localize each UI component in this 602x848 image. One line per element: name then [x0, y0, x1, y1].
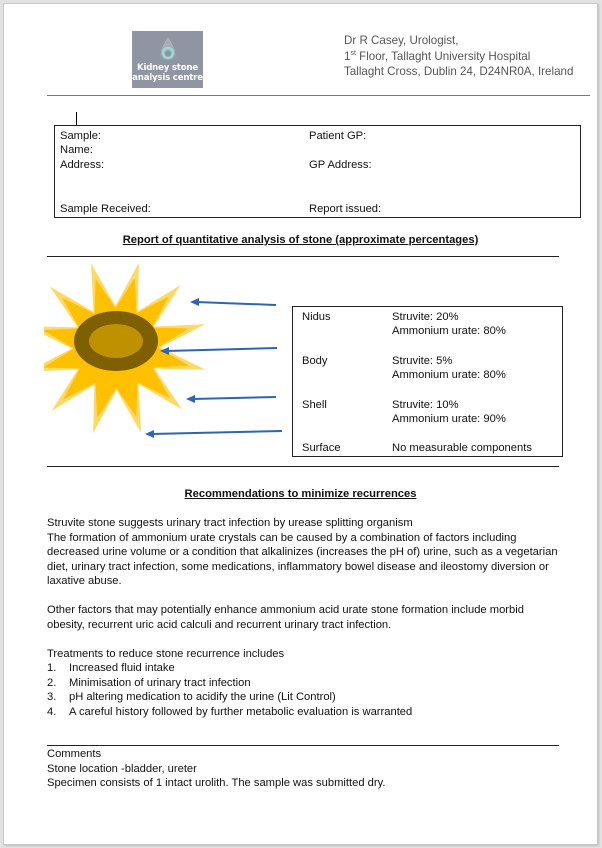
name-label: Name: [60, 144, 93, 156]
arrow-shell [192, 397, 276, 399]
logo-line-2: analysis centre [132, 72, 203, 83]
treatment-item: 2. Minimisation of urinary tract infection [47, 676, 251, 689]
water-drop-icon [159, 36, 177, 62]
layer-name-surface: Surface [302, 442, 341, 454]
layer-shell-line1: Struvite: 10% [392, 399, 459, 411]
text-cursor [76, 112, 77, 126]
treatments-list [47, 661, 412, 719]
layer-name-nidus: Nidus [302, 311, 331, 323]
recommendations-title: Recommendations to minimize recurrences [184, 488, 417, 500]
header-divider [47, 95, 590, 96]
address-label: Address: [60, 159, 105, 171]
report-bottom-divider [47, 466, 559, 467]
stone-nidus [89, 324, 143, 358]
arrow-surface [151, 431, 282, 434]
clinic-address [344, 33, 573, 80]
arrow-nidus-head [190, 298, 199, 306]
patient-info-box [54, 125, 581, 218]
layer-body-line1: Struvite: 5% [392, 355, 453, 367]
treatments-intro: Treatments to reduce stone recurrence includes [47, 648, 285, 660]
comments-divider [47, 745, 559, 746]
patient-gp-label: Patient GP: [309, 130, 367, 142]
kidney-stone-centre-logo [132, 31, 203, 88]
treatment-item: 4. A careful history followed by further metabolic evaluation is warranted [47, 705, 413, 718]
arrow-surface-head [145, 430, 154, 438]
layer-nidus-line1: Struvite: 20% [392, 311, 459, 323]
address-line-3: Tallaght Cross, Dublin 24, D24NR0A, Ireland [344, 65, 574, 78]
comments-line-2: Specimen consists of 1 intact urolith. The sample was submitted dry. [47, 777, 386, 790]
report-title: Report of quantitative analysis of stone (approximate percentages) [122, 234, 479, 246]
stone-cross-section-icon [44, 260, 294, 460]
arrow-nidus [196, 302, 276, 305]
document-page [3, 3, 598, 845]
report-top-divider [47, 256, 559, 257]
comments-line-1: Stone location -bladder, ureter [47, 762, 197, 775]
layer-body-line2: Ammonium urate: 80% [392, 369, 506, 381]
layer-name-body: Body [302, 355, 328, 367]
logo-line-1: Kidney stone [137, 63, 198, 73]
arrow-body [166, 348, 277, 351]
comments-heading: Comments [47, 748, 102, 760]
composition-box [292, 306, 563, 457]
address-line-1: Dr R Casey, Urologist, [344, 34, 459, 47]
sample-label: Sample: [60, 130, 102, 142]
layer-shell-line2: Ammonium urate: 90% [392, 413, 506, 425]
layer-name-shell: Shell [302, 399, 327, 411]
report-issued-label: Report issued: [309, 203, 382, 215]
address-line-2: 1st Floor, Tallaght University Hospital [344, 49, 531, 63]
treatment-item: 3. pH altering medication to acidify the urine (Lit Control) [47, 691, 336, 704]
sample-received-label: Sample Received: [60, 203, 151, 215]
comments-section [47, 747, 385, 791]
recommendations-paragraph-2: Other factors that may potentially enhance ammonium acid urate stone formation include morbid obesity, recurrent uric acid calculi and recurrent urinary tract infection. [47, 604, 524, 631]
arrow-shell-head [186, 395, 195, 403]
layer-nidus-line2: Ammonium urate: 80% [392, 325, 506, 337]
treatment-item: 1. Increased fluid intake [47, 662, 175, 674]
gp-address-label: GP Address: [309, 159, 372, 171]
layer-surface-line1: No measurable components [392, 442, 532, 454]
recommendations-paragraph-1: Struvite stone suggests urinary tract infection by urease splitting organism The formation of ammonium urate crystals can be caused by a combination of factors including decreased urine volume or a condition that alkalinizes (increases the pH of) urine, such as a vegetarian diet, urinary tract infection, some medications, inflammatory bowel disease and ileostomy diversion or laxative abuse. [47, 517, 558, 588]
